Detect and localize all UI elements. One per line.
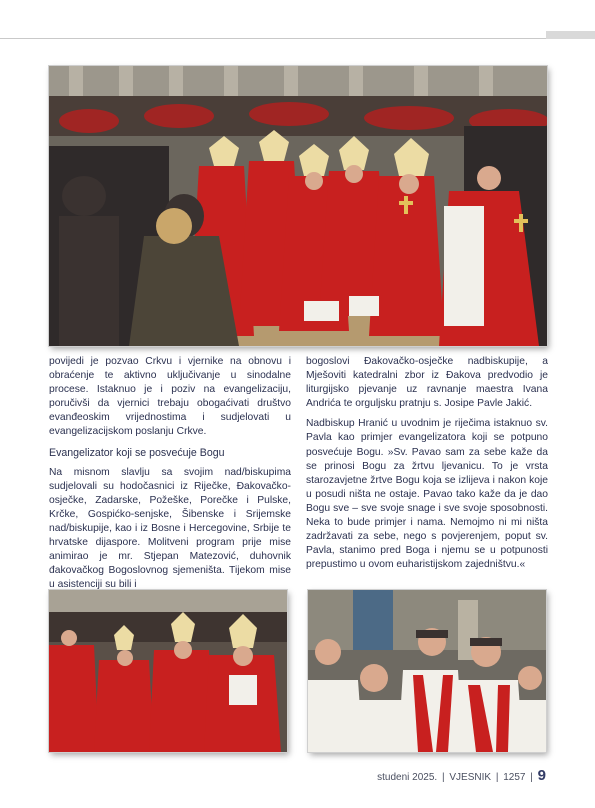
header-rule [0, 38, 595, 39]
footer-separator: | [495, 772, 499, 783]
paragraph: bogoslovi Đakovačko-osječke nadbiskupije, a Mješoviti katedralni zbor iz Đakova predvodio je liturgijsko pjevanje uz ravnanje maestra Ivana Andrića te orguljsku pratnju s. Josipe Pavle Jakić. [306, 356, 548, 410]
footer-magazine-name: VJESNIK [449, 772, 492, 783]
footer-issue-date: studeni 2025. [377, 772, 438, 783]
footer-separator: | [530, 772, 533, 783]
footer-volume: 1257 [503, 772, 526, 783]
paragraph: Nadbiskup Hranić u uvodnim je riječima istaknuo sv. Pavla kao primjer evangelizatora koji se potpuno posvećuje Bogu. »Sv. Pavao sam za sebe kaže da se prinosi Bogu za žrtvu ljevanicu. To je vrsta starozavjetne žrtve Bogu koja se izlijeva i nakon koje u posudi ništa ne ostaje. Pavao tako kaže da je dao Bogu sve – sve svoje snage i sve svoje sposobnosti. Neka to bude primjer i nama. Nemojmo ni mi ništa zadržavati za sebe, nego s povjerenjem, poput sv. Pavla, stanimo pred Boga i njemu se u potpunosti prepustimo u ovom euharistijskom zajedništvu.« [306, 418, 548, 571]
photo-procession-bishops [49, 66, 547, 346]
page-footer [377, 767, 546, 784]
header-tab [546, 31, 595, 39]
paragraph: povijedi je pozvao Crkvu i vjernike na obnovu i obraćenje te aktivno uključivanje u sinodalne procese. Istaknuo je i poziv na evangelizaciju, poručivši da vjernici trebaju obogaćivati društvo evanđeoskim vrijednostima i sudjelovati u evangelizacijskom poslanju Crkve. [49, 356, 291, 438]
paragraph: Na misnom slavlju sa svojim nad/biskupima sudjelovali su hodočasnici iz Riječke, Đakovačko-osječke, Zadarske, Požeške, Porečke i Pulske, Krčke, Gospićko-senjske, Šibenske i Srijemske nad/biskupije, kao i iz Bosne i Hercegovine, Srbije te hrvatske dijaspore. Molitveni program prije mise animirao je mr. Stjepan Matezović, duhovnik đakovačkog Bogoslovnog sjemeništa. Tijekom mise u asistenciji su bili i [49, 466, 291, 591]
photo-bishops-red-vestments [49, 590, 287, 752]
section-subheading: Evangelizator koji se posvećuje Bogu [49, 446, 225, 459]
article-column-right [306, 355, 548, 578]
article-column-left [49, 355, 291, 599]
photo-seminarians-clergy [308, 590, 546, 752]
footer-separator: | [441, 772, 445, 783]
page-number: 9 [537, 767, 546, 784]
